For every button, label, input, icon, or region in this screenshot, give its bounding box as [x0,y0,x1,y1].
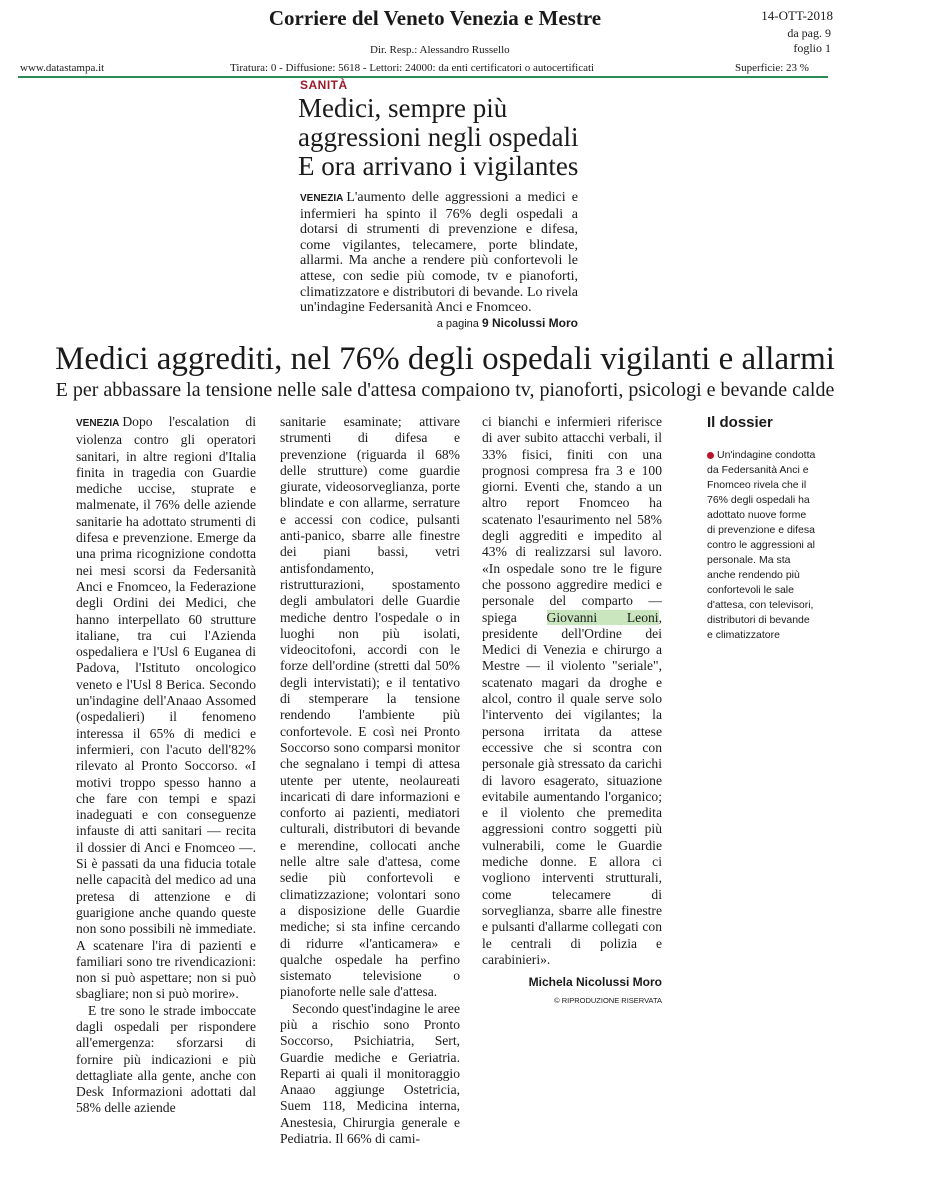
sheet-number: foglio 1 [793,41,831,55]
teaser-title [298,94,618,181]
dossier-body [707,448,817,643]
article-subhead: E per abbassare la tensione nelle sale d'attesa compaiono tv, pianoforti, psicologi e bevande calde [55,379,835,401]
paragraph-text: ci bianchi e infermieri riferisce di aver subito attacchi verbali, il 33% fisici, finiti con una prognosi compresa fra 3 e 100 giorni. Eventi che, stando a un altro report Fnomceo ha scatenato l'esaurimento nel 58% degli aggrediti e impedito al 43% di realizzarsi sul lavoro. «In ospedale sono tre le figure che possono aggredire medici e personale del comparto — spiega [482,414,662,625]
teaser-title-line: aggressioni negli ospedali [298,122,579,152]
page-info [787,26,831,56]
website: www.datastampa.it [20,62,105,74]
paragraph-text: Dopo l'escalation di violenza contro gli operatori sanitari, in altre regioni d'Italia finita in tragedia con Guardie mediche uccise, stuprate e malmenate, il 76% delle aziende sanitarie ha adottato strumenti di difesa e prevenzione. Emerge da una prima ricognizione condotta nei mesi scorsi da Federsanità Anci e Fnomceo, la Federazione degli Ordini dei Medici, che hanno interpellato 60 strutture italiane, tra cui l'Azienda ospedaliera e l'Usl 6 Euganea di Padova, l'Istituto oncologico veneto e l'Usl 8 Berica. Secondo un'indagine dell'Anaao Assomed (ospedalieri) il fenomeno interessa il 65% di medici e infermieri, con l'acuto dell'82% rilevato al Pronto Soccorso. «I motivi troppo spesso hanno a che fare con tempi e spazi inadeguati e con conseguenze infauste di atti sanitari — recita il dossier di Anci e Fnomceo —. Si è passati da una fiducia totale nelle capacità del medico ad una pretesa di attenzione e di guarigione anche quando queste non sono possibili nè immediate. A scatenare l'ira di pazienti e familiari sono tre rivendicazioni: non si può aspettare; non si può sbagliare; non si può morire». [76,414,256,1002]
article-headline: Medici aggrediti, nel 76% degli ospedali vigilanti e allarmi [55,341,835,377]
from-page: da pag. 9 [787,26,831,40]
paragraph [482,414,662,968]
paragraph [76,414,256,1003]
teaser-text: L'aumento delle aggressioni a medici e infermieri ha spinto il 76% degli ospedali a dotarsi di strumenti di prevenzione e difesa, come vigilantes, telecamere, porte blindate, allarmi. Ma anche a rendere più confortevoli le attese, con sedie più comode, tv e pianoforti, climatizzatore e distributori di bevande. Lo rivela un'indagine Federsanità Anci e Fnomceo. [300,190,578,316]
paragraph: E tre sono le strade imboccate dagli ospedali per rispondere all'emergenza: sforzarsi di fornire più indicazioni e più dettagliate alla gente, anche con Desk Informazioni adottati dal 58% delle aziende [76,1002,256,1116]
circulation-info: Tiratura: 0 - Diffusione: 5618 - Lettori: 24000: da enti certificatori o autocertificati [230,62,595,74]
masthead: Corriere del Veneto Venezia e Mestre [268,6,602,30]
section-tag: SANITÀ [300,78,348,92]
article-kicker: VENEZIA [76,418,120,429]
teaser-reference [360,316,578,330]
dossier-text: Un'indagine condotta da Federsanità Anci e Fnomceo rivela che il 76% degli ospedali ha adottato nuove forme di prevenzione e difesa contro le aggressioni al personale. Ma sta anche rendendo più confortevoli le sale d'attesa, con televisori, distributori di bevande e climatizzatore [707,449,816,641]
teaser-kicker: VENEZIA [300,193,344,204]
article-column-1 [76,414,256,1117]
header-rule [18,76,828,78]
teaser-ref-prefix: a pagina [436,318,479,330]
teaser-ref-page: 9 Nicolussi Moro [481,316,578,330]
byline: Michela Nicolussi Moro [528,975,662,990]
article-column-2 [280,414,460,1147]
director: Dir. Resp.: Alessandro Russello [370,44,510,56]
teaser-body [300,190,578,316]
paragraph: sanitarie esaminate; attivare strumenti di difesa e prevenzione (riguarda il 68% delle strutture) come guardie giurate, videosorveglianza, porte blindate e con allarme, serrature e accessi con codice, pulsanti anti-panico, sbarre alle finestre dei piani bassi, vetri antisfondamento, ristrutturazioni, spostamento degli ambulatori delle Guardie mediche dentro l'ospedale o in luoghi non più isolati, videocitofoni, accordi con le forze dell'ordine (stretti dal 50% degli intervistati); e il tentativo di stemperare la tensione rendendo l'ambiente più confortevole. E così nei Pronto Soccorso sono comparsi monitor che segnalano i tempi di attesa utente per utente, neolaureati incaricati di dare informazioni e conforto ai pazienti, mediatori culturali, distributori di bevande e merendine, collocati anche nelle altre sale d'attesa, come sedie più confortevoli e climatizzazione; volontari sono a disposizione delle Guardie mediche; si sta infine cercando di ridurre «l'anticamera» e qualche ospedale ha perfino sistemato televisione o pianoforte nelle sale d'attesa. [280,414,460,1000]
bullet-icon [707,452,714,459]
article-column-3 [482,414,662,1010]
paragraph-text: , presidente dell'Ordine dei Medici di Venezia e chirurgo a Mestre — il violento "seriale", scatenato magari da droghe e alcol, contro il quale serve solo l'intervento dei vigilantes; la persona irritata da attese eccessive che si scontra con personale già stressato da carichi di lavoro esagerato, situazione evitabile aumentando l'organico; e il violento che premedita aggressioni contro soggetti più vulnerabili, come le Guardie mediche donne. E allora ci vogliono interventi strutturali, come telecamere di sorveglianza, sbarre alle finestre e pulsanti d'allarme collegati con le centrali di polizia e carabinieri». [482,609,662,967]
publication-date: 14-OTT-2018 [761,8,833,23]
teaser-title-line: E ora arrivano i vigilantes [298,151,579,181]
teaser-title-line: Medici, sempre più [298,93,508,123]
highlighted-name: Giovanni Leoni [546,609,659,625]
dossier-title: Il dossier [707,414,773,431]
paragraph: Secondo quest'indagine le aree più a rischio sono Pronto Soccorso, Psichiatria, Sert, Guardie mediche e Geriatria. Reparti ai quali il monitoraggio Anaao aggiunge Ostetricia, Suem 118, Medicina interna, Anestesia, Chirurgia generale e Pediatria. Il 66% di cami- [280,1000,460,1147]
copyright-note: © RIPRODUZIONE RISERVATA [554,996,662,1006]
surface-info: Superficie: 23 % [735,62,809,74]
